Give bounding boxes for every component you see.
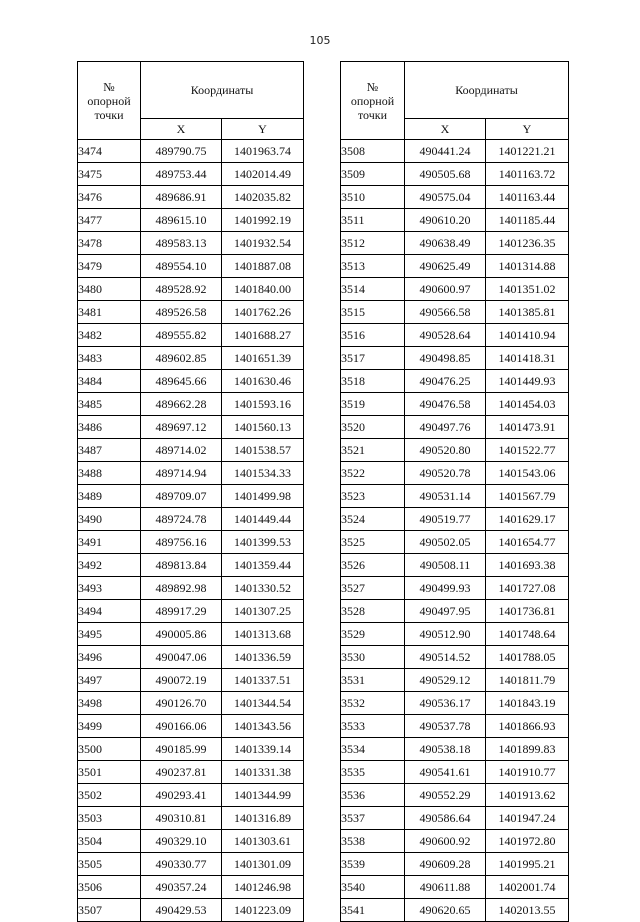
y-coordinate-cell: 1401995.21 [486, 853, 569, 876]
y-coordinate-cell: 1401344.99 [222, 784, 304, 807]
y-coordinate-cell: 1401331.38 [222, 761, 304, 784]
point-number-cell: 3506 [78, 876, 141, 899]
x-coordinate-cell: 489555.82 [141, 324, 222, 347]
y-coordinate-cell: 1401629.17 [486, 508, 569, 531]
point-number-cell: 3531 [341, 669, 405, 692]
point-number-header [341, 62, 405, 140]
point-number-cell: 3511 [341, 209, 405, 232]
x-coordinate-cell: 490531.14 [405, 485, 486, 508]
y-coordinate-cell: 1401236.35 [486, 232, 569, 255]
table-row [78, 623, 304, 646]
point-number-cell: 3514 [341, 278, 405, 301]
table-row [341, 370, 569, 393]
table-row [341, 347, 569, 370]
y-column-header: Y [222, 119, 304, 140]
table-row [78, 876, 304, 899]
table-row [341, 761, 569, 784]
x-coordinate-cell: 490611.88 [405, 876, 486, 899]
table-row [341, 324, 569, 347]
y-coordinate-cell: 1401449.93 [486, 370, 569, 393]
x-coordinate-cell: 490609.28 [405, 853, 486, 876]
table-row [341, 669, 569, 692]
y-coordinate-cell: 1401736.81 [486, 600, 569, 623]
y-coordinate-cell: 1401843.19 [486, 692, 569, 715]
x-coordinate-cell: 490610.20 [405, 209, 486, 232]
y-coordinate-cell: 1401727.08 [486, 577, 569, 600]
point-number-cell: 3495 [78, 623, 141, 646]
point-number-cell: 3494 [78, 600, 141, 623]
y-coordinate-cell: 1401887.08 [222, 255, 304, 278]
x-coordinate-cell: 489756.16 [141, 531, 222, 554]
table-row [78, 301, 304, 324]
coordinates-table-right [340, 61, 569, 922]
x-coordinate-cell: 490575.04 [405, 186, 486, 209]
x-coordinate-cell: 489583.13 [141, 232, 222, 255]
header-num-symbol: № [103, 79, 115, 94]
x-coordinate-cell: 490541.61 [405, 761, 486, 784]
point-number-cell: 3528 [341, 600, 405, 623]
point-number-cell: 3530 [341, 646, 405, 669]
y-coordinate-cell: 1402001.74 [486, 876, 569, 899]
x-coordinate-cell: 490529.12 [405, 669, 486, 692]
y-coordinate-cell: 1401339.14 [222, 738, 304, 761]
table-row [341, 830, 569, 853]
x-coordinate-cell: 490566.58 [405, 301, 486, 324]
x-coordinate-cell: 489790.75 [141, 140, 222, 163]
y-coordinate-cell: 1401932.54 [222, 232, 304, 255]
x-coordinate-cell: 489724.78 [141, 508, 222, 531]
y-coordinate-cell: 1401788.05 [486, 646, 569, 669]
y-coordinate-cell: 1401651.39 [222, 347, 304, 370]
header-num-line2: опорной [87, 93, 131, 108]
y-coordinate-cell: 1401223.09 [222, 899, 304, 922]
table-row [341, 163, 569, 186]
table-row [78, 600, 304, 623]
table-row [341, 692, 569, 715]
x-coordinate-cell: 490498.85 [405, 347, 486, 370]
point-number-cell: 3524 [341, 508, 405, 531]
y-coordinate-cell: 1401399.53 [222, 531, 304, 554]
point-number-cell: 3515 [341, 301, 405, 324]
point-number-cell: 3535 [341, 761, 405, 784]
table-row [341, 807, 569, 830]
y-coordinate-cell: 1401418.31 [486, 347, 569, 370]
point-number-cell: 3502 [78, 784, 141, 807]
point-number-cell: 3534 [341, 738, 405, 761]
point-number-cell: 3507 [78, 899, 141, 922]
table-row [78, 439, 304, 462]
table-row [78, 416, 304, 439]
point-number-cell: 3483 [78, 347, 141, 370]
y-coordinate-cell: 1401303.61 [222, 830, 304, 853]
x-coordinate-cell: 489892.98 [141, 577, 222, 600]
y-coordinate-cell: 1401899.83 [486, 738, 569, 761]
x-coordinate-cell: 490441.24 [405, 140, 486, 163]
y-coordinate-cell: 1401992.19 [222, 209, 304, 232]
header-num-symbol: № [366, 79, 379, 94]
x-column-header: X [141, 119, 222, 140]
y-coordinate-cell: 1401947.24 [486, 807, 569, 830]
point-number-cell: 3527 [341, 577, 405, 600]
point-number-cell: 3479 [78, 255, 141, 278]
y-coordinate-cell: 1402035.82 [222, 186, 304, 209]
table-row [341, 508, 569, 531]
x-coordinate-cell: 489714.02 [141, 439, 222, 462]
y-coordinate-cell: 1401301.09 [222, 853, 304, 876]
y-coordinate-cell: 1401314.88 [486, 255, 569, 278]
page-number: 105 [309, 34, 331, 47]
x-coordinate-cell: 490330.77 [141, 853, 222, 876]
table-row [78, 462, 304, 485]
y-coordinate-cell: 1402013.55 [486, 899, 569, 922]
table-row [78, 738, 304, 761]
table-row [341, 140, 569, 163]
y-coordinate-cell: 1401499.98 [222, 485, 304, 508]
x-coordinate-cell: 490293.41 [141, 784, 222, 807]
table-row [78, 715, 304, 738]
point-number-cell: 3541 [341, 899, 405, 922]
y-coordinate-cell: 1401762.26 [222, 301, 304, 324]
point-number-cell: 3525 [341, 531, 405, 554]
x-coordinate-cell: 490514.52 [405, 646, 486, 669]
x-coordinate-cell: 490476.58 [405, 393, 486, 416]
y-coordinate-cell: 1401313.68 [222, 623, 304, 646]
y-coordinate-cell: 1401473.91 [486, 416, 569, 439]
x-coordinate-cell: 489709.07 [141, 485, 222, 508]
table-row [341, 439, 569, 462]
point-number-cell: 3505 [78, 853, 141, 876]
table-row [78, 577, 304, 600]
x-coordinate-cell: 490528.64 [405, 324, 486, 347]
point-number-cell: 3517 [341, 347, 405, 370]
x-coordinate-cell: 490600.92 [405, 830, 486, 853]
x-coordinate-cell: 490538.18 [405, 738, 486, 761]
table-row [78, 669, 304, 692]
x-column-header: X [405, 119, 486, 140]
table-row [78, 232, 304, 255]
point-number-cell: 3476 [78, 186, 141, 209]
point-number-cell: 3537 [341, 807, 405, 830]
x-coordinate-cell: 490237.81 [141, 761, 222, 784]
x-coordinate-cell: 490520.78 [405, 462, 486, 485]
table-row [341, 531, 569, 554]
y-coordinate-cell: 1401630.46 [222, 370, 304, 393]
table-row [341, 853, 569, 876]
x-coordinate-cell: 490520.80 [405, 439, 486, 462]
table-row [341, 784, 569, 807]
x-coordinate-cell: 489528.92 [141, 278, 222, 301]
x-coordinate-cell: 489554.10 [141, 255, 222, 278]
x-coordinate-cell: 490625.49 [405, 255, 486, 278]
point-number-cell: 3493 [78, 577, 141, 600]
point-number-cell: 3532 [341, 692, 405, 715]
y-coordinate-cell: 1401221.21 [486, 140, 569, 163]
y-coordinate-cell: 1401543.06 [486, 462, 569, 485]
table-row [341, 416, 569, 439]
table-row [78, 899, 304, 922]
y-coordinate-cell: 1401185.44 [486, 209, 569, 232]
point-number-cell: 3496 [78, 646, 141, 669]
x-coordinate-cell: 490508.11 [405, 554, 486, 577]
table-row [341, 600, 569, 623]
point-number-cell: 3539 [341, 853, 405, 876]
table-row [341, 623, 569, 646]
point-number-cell: 3512 [341, 232, 405, 255]
table-row [78, 830, 304, 853]
coordinates-header: Координаты [405, 62, 569, 119]
point-number-header [78, 62, 141, 140]
x-coordinate-cell: 489615.10 [141, 209, 222, 232]
point-number-cell: 3518 [341, 370, 405, 393]
point-number-cell: 3540 [341, 876, 405, 899]
table-row [78, 140, 304, 163]
y-coordinate-cell: 1401913.62 [486, 784, 569, 807]
point-number-cell: 3480 [78, 278, 141, 301]
y-coordinate-cell: 1401688.27 [222, 324, 304, 347]
y-coordinate-cell: 1401593.16 [222, 393, 304, 416]
y-coordinate-cell: 1401385.81 [486, 301, 569, 324]
y-coordinate-cell: 1401351.02 [486, 278, 569, 301]
x-coordinate-cell: 490536.17 [405, 692, 486, 715]
y-coordinate-cell: 1401972.80 [486, 830, 569, 853]
table-row [341, 255, 569, 278]
table-row [341, 209, 569, 232]
point-number-cell: 3521 [341, 439, 405, 462]
x-coordinate-cell: 489697.12 [141, 416, 222, 439]
table-row [341, 462, 569, 485]
table-row [341, 186, 569, 209]
x-coordinate-cell: 490072.19 [141, 669, 222, 692]
y-coordinate-cell: 1401344.54 [222, 692, 304, 715]
table-row [341, 646, 569, 669]
point-number-cell: 3533 [341, 715, 405, 738]
point-number-cell: 3523 [341, 485, 405, 508]
table-row [78, 255, 304, 278]
x-coordinate-cell: 489662.28 [141, 393, 222, 416]
x-coordinate-cell: 489602.85 [141, 347, 222, 370]
point-number-cell: 3526 [341, 554, 405, 577]
y-coordinate-cell: 1401748.64 [486, 623, 569, 646]
table-row [341, 393, 569, 416]
y-coordinate-cell: 1401316.89 [222, 807, 304, 830]
y-coordinate-cell: 1401454.03 [486, 393, 569, 416]
point-number-cell: 3486 [78, 416, 141, 439]
x-coordinate-cell: 490047.06 [141, 646, 222, 669]
y-coordinate-cell: 1401163.44 [486, 186, 569, 209]
y-coordinate-cell: 1401534.33 [222, 462, 304, 485]
y-column-header: Y [486, 119, 569, 140]
table-row [78, 646, 304, 669]
x-coordinate-cell: 490600.97 [405, 278, 486, 301]
y-coordinate-cell: 1401560.13 [222, 416, 304, 439]
y-coordinate-cell: 1401963.74 [222, 140, 304, 163]
point-number-cell: 3488 [78, 462, 141, 485]
x-coordinate-cell: 489714.94 [141, 462, 222, 485]
x-coordinate-cell: 489753.44 [141, 163, 222, 186]
y-coordinate-cell: 1401840.00 [222, 278, 304, 301]
point-number-cell: 3491 [78, 531, 141, 554]
y-coordinate-cell: 1402014.49 [222, 163, 304, 186]
y-coordinate-cell: 1401330.52 [222, 577, 304, 600]
point-number-cell: 3536 [341, 784, 405, 807]
x-coordinate-cell: 490512.90 [405, 623, 486, 646]
point-number-cell: 3498 [78, 692, 141, 715]
y-coordinate-cell: 1401449.44 [222, 508, 304, 531]
point-number-cell: 3489 [78, 485, 141, 508]
point-number-cell: 3490 [78, 508, 141, 531]
table-row [341, 485, 569, 508]
table-row [341, 577, 569, 600]
table-row [78, 324, 304, 347]
point-number-cell: 3522 [341, 462, 405, 485]
point-number-cell: 3485 [78, 393, 141, 416]
point-number-cell: 3516 [341, 324, 405, 347]
point-number-cell: 3474 [78, 140, 141, 163]
y-coordinate-cell: 1401163.72 [486, 163, 569, 186]
point-number-cell: 3538 [341, 830, 405, 853]
point-number-cell: 3475 [78, 163, 141, 186]
point-number-cell: 3509 [341, 163, 405, 186]
x-coordinate-cell: 490476.25 [405, 370, 486, 393]
table-row [78, 807, 304, 830]
x-coordinate-cell: 490185.99 [141, 738, 222, 761]
y-coordinate-cell: 1401343.56 [222, 715, 304, 738]
table-row [341, 715, 569, 738]
point-number-cell: 3500 [78, 738, 141, 761]
y-coordinate-cell: 1401359.44 [222, 554, 304, 577]
x-coordinate-cell: 490166.06 [141, 715, 222, 738]
table-row [78, 393, 304, 416]
x-coordinate-cell: 490126.70 [141, 692, 222, 715]
table-row [341, 876, 569, 899]
x-coordinate-cell: 490357.24 [141, 876, 222, 899]
y-coordinate-cell: 1401336.59 [222, 646, 304, 669]
coordinates-header: Координаты [141, 62, 304, 119]
x-coordinate-cell: 490499.93 [405, 577, 486, 600]
point-number-cell: 3501 [78, 761, 141, 784]
y-coordinate-cell: 1401410.94 [486, 324, 569, 347]
x-coordinate-cell: 490310.81 [141, 807, 222, 830]
x-coordinate-cell: 490638.49 [405, 232, 486, 255]
x-coordinate-cell: 490586.64 [405, 807, 486, 830]
point-number-cell: 3504 [78, 830, 141, 853]
y-coordinate-cell: 1401654.77 [486, 531, 569, 554]
point-number-cell: 3510 [341, 186, 405, 209]
table-row [78, 692, 304, 715]
table-row [341, 232, 569, 255]
point-number-cell: 3497 [78, 669, 141, 692]
y-coordinate-cell: 1401693.38 [486, 554, 569, 577]
x-coordinate-cell: 490497.95 [405, 600, 486, 623]
coordinates-table-left [77, 61, 304, 922]
table-row [78, 508, 304, 531]
table-row [78, 853, 304, 876]
x-coordinate-cell: 490505.68 [405, 163, 486, 186]
point-number-cell: 3529 [341, 623, 405, 646]
point-number-cell: 3478 [78, 232, 141, 255]
table-body-right [341, 140, 569, 922]
x-coordinate-cell: 490552.29 [405, 784, 486, 807]
table-row [78, 784, 304, 807]
point-number-cell: 3513 [341, 255, 405, 278]
table-row [341, 301, 569, 324]
x-coordinate-cell: 490005.86 [141, 623, 222, 646]
header-num-line3: точки [94, 107, 124, 122]
y-coordinate-cell: 1401538.57 [222, 439, 304, 462]
header-num-line3: точки [357, 107, 388, 122]
x-coordinate-cell: 490429.53 [141, 899, 222, 922]
point-number-cell: 3519 [341, 393, 405, 416]
x-coordinate-cell: 489526.58 [141, 301, 222, 324]
point-number-cell: 3499 [78, 715, 141, 738]
y-coordinate-cell: 1401246.98 [222, 876, 304, 899]
table-row [78, 186, 304, 209]
y-coordinate-cell: 1401910.77 [486, 761, 569, 784]
y-coordinate-cell: 1401522.77 [486, 439, 569, 462]
point-number-cell: 3520 [341, 416, 405, 439]
point-number-cell: 3482 [78, 324, 141, 347]
x-coordinate-cell: 490497.76 [405, 416, 486, 439]
x-coordinate-cell: 489917.29 [141, 600, 222, 623]
table-row [78, 278, 304, 301]
table-row [78, 347, 304, 370]
y-coordinate-cell: 1401866.93 [486, 715, 569, 738]
table-row [78, 485, 304, 508]
point-number-cell: 3487 [78, 439, 141, 462]
table-row [78, 761, 304, 784]
x-coordinate-cell: 490537.78 [405, 715, 486, 738]
y-coordinate-cell: 1401337.51 [222, 669, 304, 692]
table-row [78, 554, 304, 577]
x-coordinate-cell: 490329.10 [141, 830, 222, 853]
y-coordinate-cell: 1401811.79 [486, 669, 569, 692]
point-number-cell: 3477 [78, 209, 141, 232]
x-coordinate-cell: 489686.91 [141, 186, 222, 209]
x-coordinate-cell: 490502.05 [405, 531, 486, 554]
table-body-left [78, 140, 304, 922]
point-number-cell: 3484 [78, 370, 141, 393]
table-row [78, 531, 304, 554]
point-number-cell: 3492 [78, 554, 141, 577]
y-coordinate-cell: 1401567.79 [486, 485, 569, 508]
table-row [78, 209, 304, 232]
x-coordinate-cell: 489813.84 [141, 554, 222, 577]
point-number-cell: 3503 [78, 807, 141, 830]
point-number-cell: 3508 [341, 140, 405, 163]
x-coordinate-cell: 490620.65 [405, 899, 486, 922]
table-row [78, 370, 304, 393]
x-coordinate-cell: 490519.77 [405, 508, 486, 531]
point-number-cell: 3481 [78, 301, 141, 324]
header-num-line2: опорной [350, 93, 395, 108]
table-row [341, 738, 569, 761]
x-coordinate-cell: 489645.66 [141, 370, 222, 393]
table-row [341, 554, 569, 577]
table-row [341, 278, 569, 301]
table-row [341, 899, 569, 922]
table-row [78, 163, 304, 186]
y-coordinate-cell: 1401307.25 [222, 600, 304, 623]
